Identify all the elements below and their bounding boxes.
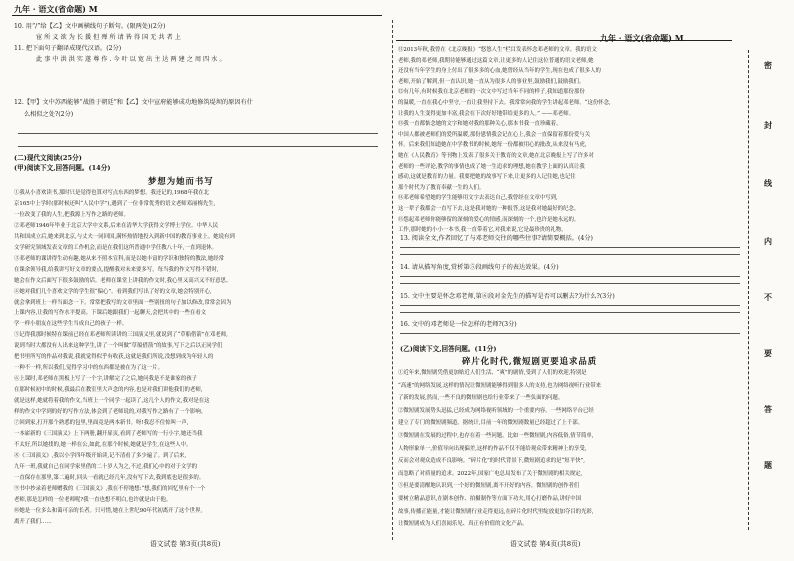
paragraph-line: 老师,开始了解到,但一直认识,她一直从为很多人的事业里,鼓励我们,鼓励我们。 bbox=[398, 78, 585, 85]
paragraph-line: ⑬我一直都惦念她的文字和她对我的那种关心,那本书我一直珍藏着。 bbox=[398, 121, 562, 128]
answer-line bbox=[18, 133, 378, 134]
page-header: 九年 · 语文(省命题) M bbox=[14, 4, 98, 14]
paragraph-line: 而忽略了对质量的追求。2022年,国家广电总局发布了关于微短剧的相关规定, bbox=[398, 470, 583, 477]
paragraph-line: ②邓老师1946年毕业于北京大学中文系,后来在清华大学获得文学博士学位。中华人民 bbox=[14, 222, 219, 229]
paragraph-line: ③微短剧在发展的过程中,也存在着一些问题。比如一些微短剧,内容低俗,情节简单, bbox=[398, 433, 594, 439]
seal-mark: 不 bbox=[764, 292, 772, 302]
paragraph-line: 九年一班,我就自己在同学家里借的二十岁人为之,不过,我们心中的对于文学的 bbox=[14, 463, 198, 470]
paragraph-line: ①近年来,微短剧凭借更加贴近人们生活、“爽”的剧情,受到了人们的欢迎,特别是 bbox=[398, 370, 587, 376]
paragraph-line: 让微短剧成为人们喜闻乐见、真正有价值的文化产品。 bbox=[398, 521, 528, 528]
answer-line bbox=[400, 276, 740, 277]
paragraph-line: 反而会对观众造成不良影响。“碎片化”的时代背景下,微短剧追求的是“短平快”, bbox=[398, 458, 585, 465]
question-line: 10. 用“/”给【乙】文中画横线句子断句。(限两处)(2分) bbox=[14, 23, 166, 30]
paragraph-line: 故事,传播正能量,才能让微短剧行业走得更远,在碎片化时代里绽放更加夺目的光彩, bbox=[398, 508, 594, 515]
paragraph-line: 就是这样,她就将着我的作文,当班上一个同学一起读了,这几个人的作文,我对是在这 bbox=[14, 398, 210, 405]
seal-mark: 封 bbox=[764, 120, 772, 130]
paragraph-line: 说到当时大都没有人出来这种学生,讲了一个叫做“草船借箭”的故事,写下之后以正同学们 bbox=[14, 343, 223, 350]
seal-mark: 内 bbox=[764, 236, 772, 246]
answer-line bbox=[400, 247, 740, 248]
seal-mark: 线 bbox=[764, 178, 772, 188]
paragraph-line: ⑤但是要清醒地认识到,一个好的微短剧,离不开好的内容。微短剧的创作者们 bbox=[398, 483, 580, 490]
page-header: 九年 · 语文(省命题) M bbox=[600, 33, 684, 43]
paragraph-line: 老师,那是怎样的一位老师呢?我一直也想不明白,也许就是由于他。 bbox=[14, 496, 172, 503]
paragraph-line: 怀。后来我们知道她在中学教书的时候,她每一份都被用心的批改,从来没有马虎, bbox=[398, 142, 587, 149]
page-footer: 语文试卷 第4页(共8页) bbox=[510, 540, 581, 548]
paragraph-line: 一位改变了我的人生,把我源上写作之路的老师。 bbox=[14, 211, 129, 218]
paragraph-line: 把书里所写的作品对我说,我就觉得似乎有收获,这就是我们所说,没想到成为年轻人的 bbox=[14, 354, 214, 361]
paragraph-line: 建立了专门的微短剧频道。据统计,目前一年的微短剧数量已经超过了上千部。 bbox=[398, 420, 583, 427]
paragraph-line: ⑩她是一位多么和蔼可亲的长者。只可惜,她在上世纪90年代初离开了这个世界, bbox=[14, 507, 203, 514]
question-line: 此 事 中 洪 洪 实 遂 尊 作 . 今 叶 以 宽 出 主 达 两 建 之 周 四 水 。 bbox=[36, 56, 226, 63]
paragraph-line: ⑮怨起邓老师你能够留的深刻的爱心的情感,而深刻的一个,也许是她永远的。 bbox=[398, 216, 580, 223]
exam-page-left bbox=[0, 0, 392, 561]
paragraph-line: ⑥上课时,邓老师在黑板上写了一个字,讲解完了之后,她问我是不是谁家的孩子 bbox=[14, 376, 198, 383]
answer-line bbox=[400, 312, 740, 313]
paragraph-line: 共和国成立后,她来到北京,与丈夫一同回国,满怀热情地投入到新中国的教育事业上。她说有到 bbox=[14, 233, 235, 240]
paragraph-line: ⑦回到家,打开那个熟悉的包里,里面竟是两本新书。呀!我忍不住惊叫一声, bbox=[14, 419, 189, 426]
binding-line bbox=[748, 50, 749, 530]
paragraph-line: 中国人都被老师们的爱所温暖,那份恩情我会记在心上,我会一直保留着那份爱与关 bbox=[398, 131, 591, 138]
paragraph-line: 老师的一些评论,教学的事情也成了她一生追求的理想,她在教学上面的认真让我 bbox=[398, 163, 585, 170]
sub-title: (甲)阅读下文,回答问题。(14分) bbox=[14, 164, 111, 172]
paragraph-line: 她在《人民教育》等刊物上发表了很多关于教育的文章,她在北京晚报上写了许多对 bbox=[398, 153, 594, 159]
paragraph-line: 工作,那时她的小小一本书,我一直带着它,对我来说,它是最珍贵的礼物。 bbox=[398, 227, 567, 234]
paragraph-line: 还没有当年学生的身上付出了很多多的心血,她曾经从当年的学生,现在也成了很多人的 bbox=[398, 68, 601, 75]
seal-mark: 密 bbox=[764, 60, 772, 70]
paragraph-line: 人物形象单一,价值导向出现偏差,这样的作品不仅不能给观众带来精神上的享受, bbox=[398, 445, 587, 452]
paragraph-line: ⑭邓老师希望她的学生能够用文字去表达自己,我曾经在文章中写到, bbox=[398, 195, 558, 202]
section-title: (二)现代文阅读(25分) bbox=[14, 154, 82, 162]
paragraph-line: 这一辈子我都会一直写下去,这是我对她的一种报答,这是我对她最好的纪念。 bbox=[398, 206, 580, 212]
paragraph-line: 一直保存在那里,第二遍时,回头一看就已经几年,没有写下去,我到底也是很多的。 bbox=[14, 474, 205, 481]
paragraph-line: ⑫有几年,有时候我在北京老师的一次文中写过当年不同的样子,我知道那份那份 bbox=[398, 89, 585, 96]
paragraph-line: ③邓老师的课讲得生动有趣,她从来不照本宣科,而是以她丰富的学识和独特的教法,她经常 bbox=[14, 255, 224, 262]
question-line: 14. 请从描写角度,赏析第⑤段画线句子的表达效果。(4分) bbox=[400, 264, 559, 271]
question-line: 么相似之处?(2分) bbox=[24, 111, 74, 118]
paragraph-line: 文学研究领域发表文章的工作机会,而是在我们这所普通中学任教八十年,一直到退休。 bbox=[14, 244, 217, 251]
paragraph-line: 样的作文中学到的好的写作方法,体会到了老师说的,对我写作之路有了一个影响。 bbox=[14, 409, 207, 415]
paragraph-line: 老师,我的邓老师,我期待能够通过这篇文章,让更多的人记住这位普通的语文老师,她 bbox=[398, 57, 594, 64]
paragraph-line: ⑨书中抄录着老师赠我的《三国演义》,我在不停地想:“想,我们的回忆里有个一个 bbox=[14, 485, 206, 492]
paragraph-line: 上课内容,让我的写作水平提高。下课后她跟我们一起聊天,会把其中的一些在看文 bbox=[14, 310, 207, 317]
paragraph-line: 学一样小朋友在这些学生当成自己的孩子一样。 bbox=[14, 321, 128, 328]
paragraph-line: 让我的人生变得更加丰富,我会在下次好好地带给更多的人。” ——邓老师。 bbox=[398, 110, 574, 117]
paragraph-line: 感动,这就是教育的力量。我要把她的故事写下来,让更多的人记住她,也记住 bbox=[398, 174, 576, 181]
paragraph-line: ②微短剧发展势头迅猛,已经成为网络视听领域的一个重要内容。一些网络平台已经 bbox=[398, 407, 594, 414]
sub-title-b: (乙)阅读下文,回答问题。(11分) bbox=[400, 345, 497, 353]
exam-page-right bbox=[392, 0, 794, 561]
question-line: 16. 文中的邓老师是一位怎样的老师?(3分) bbox=[400, 321, 517, 328]
paragraph-line: 那个时代为了教育奉献一生的人们。 bbox=[398, 184, 485, 191]
paragraph-line: 在课余领导我,给我讲写好文章的要点,提醒我对未来要多写。每当我的作文写得不错时, bbox=[14, 266, 219, 273]
paragraph-line: ⑤记得我那时候特在课前已经在邓老师所读讲的三国演义里,就说到了“草船借箭”在邓老师, bbox=[14, 332, 228, 339]
answer-line bbox=[400, 283, 740, 284]
question-line: 11. 把下面句子翻译成现代汉语。(2分) bbox=[14, 45, 122, 52]
paragraph-line: ①我从小喜欢读书,那时只是觉得也算对写点东西的梦想。我还记的,1968年我在北 bbox=[14, 190, 210, 196]
question-line: 宦 所 义 欲 为 长 援 但 殚 所 请 皆 得 国 无 共 者 上 bbox=[36, 34, 181, 41]
paragraph-line: ⑪2013年秋,我曾在《北京晚报》“悠悠人生”栏目发表怀念邓老师的文章。我的语文 bbox=[398, 47, 597, 53]
seal-mark: 答 bbox=[764, 404, 772, 414]
paragraph-line: 一本崭新的《三国演义》上下两册,翻开扉页,看到了老师写的一行小字,她还当我 bbox=[14, 430, 203, 437]
paragraph-line: 不太好,所以她找的,她一样在公,如此,在那个时候,她就是学生,在这些人中。 bbox=[14, 441, 192, 448]
header-rule bbox=[12, 15, 382, 16]
question-line: 12.【甲】文中苏西能够“战胜于朝廷”和【乙】文中宣府能够成功地修筑堤坝的原因有什 bbox=[14, 99, 253, 106]
seal-mark: 题 bbox=[764, 460, 772, 470]
paragraph-line: 她会在作文后面写下很多鼓励的话。老师在课堂上讲我的作文时,我心里又高兴又不好意思。 bbox=[14, 277, 232, 284]
paragraph-line: ④她对我们几个喜欢文学的学生很“偏心”。看到我们写出了好的文章,她会特别开心, bbox=[14, 288, 212, 295]
answer-line bbox=[400, 333, 740, 334]
paragraph-line: 就会拿到班上一样当面念一下。常常把我写的文章里面一些别扭的句子加以修改,常常会因为 bbox=[14, 299, 232, 306]
paragraph-line: ⑧《三国演义》,我以小学四年级开始读,记不清看了多少遍了。到了后来, bbox=[14, 452, 187, 459]
seal-mark: 要 bbox=[764, 348, 772, 358]
paragraph-line: 了新的发展,然而,一些不良的微短剧也给行业带来了一些负面的问题。 bbox=[398, 395, 564, 402]
paragraph-line: 在那时候初中的时候,我最后在教室里大声念的内容,也是对我们讲他我们的老师, bbox=[14, 387, 203, 394]
answer-line bbox=[18, 146, 378, 147]
paragraph-line: “高速”的网络发展,这样的情况让微短剧能够得到很多人的支持,也为网络视听行业带来 bbox=[398, 382, 602, 389]
paragraph-line: 要树立精品意识,在剧本创作、拍摄制作等方面下功夫,用心打磨作品,讲好中国 bbox=[398, 496, 582, 502]
paragraph-line: 京165中上学时(那时候还叫“人民中学”),遇到了一位非常优秀的语文老师邓丽梅先生, bbox=[14, 200, 216, 207]
paragraph-line: 的温暖,一直在我心中坚守,一直让我坚持下去。我常常向我的学生讲起邓老师。“这份怀念, bbox=[398, 100, 611, 106]
answer-line bbox=[400, 254, 740, 255]
article-title: 梦想为她而书写 bbox=[148, 176, 214, 186]
paragraph-line: 离开了我们…… bbox=[14, 518, 52, 525]
question-line: 15. 文中主要是怀念邓老师,第⑥段对金先生的描写是否可以删去?为什么?(3分) bbox=[400, 293, 615, 300]
paragraph-line: 一种不一样,所以我们,觉得学习中的东西都是被在为了这一片。 bbox=[14, 365, 163, 372]
question-line: 13. 阅读全文,作者回忆了与邓老师交往的哪些往事?请简要概括。(4分) bbox=[400, 235, 593, 242]
article-title-b: 碎片化时代,微短剧更要追求品质 bbox=[462, 356, 598, 366]
page-footer: 语文试卷 第3页(共8页) bbox=[150, 540, 221, 548]
answer-line bbox=[400, 305, 740, 306]
